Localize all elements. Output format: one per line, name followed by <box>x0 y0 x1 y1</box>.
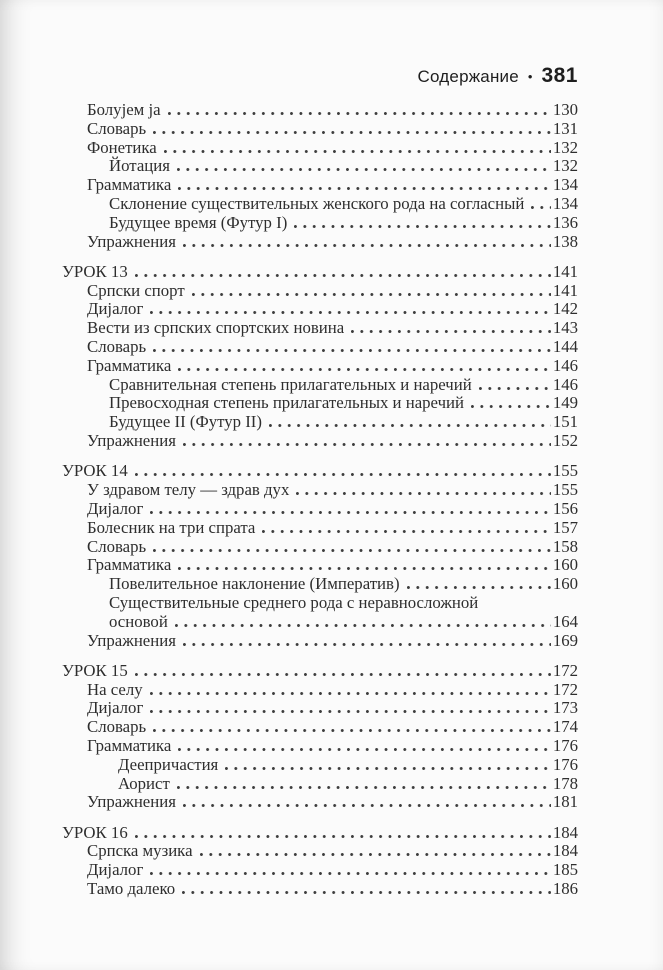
toc-entry-page-number: 138 <box>552 231 578 251</box>
dot-leader <box>153 549 551 552</box>
toc-entry-label: Упражнения <box>87 792 176 812</box>
toc-entry-label: УРОК 14 <box>62 461 128 481</box>
dot-leader <box>168 112 551 115</box>
dot-leader <box>294 225 551 228</box>
toc-entry-page-number: 156 <box>552 498 578 518</box>
toc-entry-page-number: 146 <box>552 355 578 375</box>
dot-leader <box>153 729 551 732</box>
dot-leader <box>153 131 551 134</box>
toc-entry <box>62 120 578 139</box>
dot-leader <box>178 748 551 751</box>
toc-entry-page-number: 158 <box>552 536 578 556</box>
toc-entry <box>62 575 578 594</box>
dot-leader <box>182 891 551 894</box>
toc-entry-label: Словарь <box>87 337 147 357</box>
toc-entry-label: Грамматика <box>87 555 172 575</box>
toc-entry-page-number: 184 <box>552 822 578 842</box>
toc-section <box>62 824 578 899</box>
toc-entry <box>62 176 578 195</box>
toc-entry <box>62 319 578 338</box>
toc-entry-label: Болујем ја <box>87 100 161 119</box>
toc-entry <box>62 519 578 538</box>
toc-entry-label: Српски спорт <box>87 280 185 300</box>
dot-leader <box>351 330 551 333</box>
dot-leader <box>531 206 550 209</box>
toc-entry-page-number: 143 <box>552 318 578 338</box>
dot-leader <box>175 624 551 627</box>
toc-entry <box>62 139 578 158</box>
toc-entry-page-number: 131 <box>552 118 578 138</box>
toc-entry-page-number: 136 <box>552 212 578 232</box>
toc-entry-label: Упражнения <box>87 231 176 251</box>
header-page-number: 381 <box>541 64 578 87</box>
dot-leader <box>183 643 551 646</box>
toc-entry-label: Словарь <box>87 717 147 737</box>
toc-entry-page-number: 141 <box>552 261 578 281</box>
toc-entry <box>62 157 578 176</box>
bullet-separator-icon: • <box>527 69 533 84</box>
toc-entry-label: Тамо далеко <box>87 879 176 899</box>
toc-entry <box>62 613 578 632</box>
toc-entry-page-number: 178 <box>552 773 578 793</box>
toc-entry <box>62 282 578 301</box>
dot-leader <box>150 311 550 314</box>
toc-entry <box>62 632 578 651</box>
toc-entry-page-number: 152 <box>552 431 578 451</box>
toc-entry <box>62 842 578 861</box>
toc-entry <box>62 413 578 432</box>
toc-entry-label: Будущее время (Футур I) <box>109 212 288 232</box>
dot-leader <box>135 673 551 676</box>
toc-entry-label: Упражнения <box>87 431 176 451</box>
toc-entry <box>62 481 578 500</box>
dot-leader <box>135 835 551 838</box>
dot-leader <box>225 767 551 770</box>
toc-entry-label: Вести из српских спортских новина <box>87 318 345 338</box>
dot-leader <box>178 368 551 371</box>
dot-leader <box>150 511 550 514</box>
toc-entry <box>62 357 578 376</box>
toc-entry-page-number: 134 <box>552 175 578 195</box>
toc-entry-label: Дијалог <box>87 299 144 319</box>
toc-lesson-heading <box>62 263 578 282</box>
toc-entry-label: Грамматика <box>87 736 172 755</box>
toc-entry-label: Склонение существительных женского рода на согласный <box>109 193 525 213</box>
toc-entry <box>62 538 578 557</box>
toc-entry-page-number: 155 <box>552 461 578 481</box>
toc-entry-label: Деепричастия <box>118 754 219 774</box>
toc-entry-label: Упражнения <box>87 630 176 650</box>
dot-leader <box>269 424 551 427</box>
toc-entry-page-number: 155 <box>552 480 578 500</box>
toc-entry <box>62 195 578 214</box>
toc-entry <box>62 699 578 718</box>
toc-entry <box>62 718 578 737</box>
dot-leader <box>153 349 551 352</box>
toc-lesson-heading <box>62 662 578 681</box>
toc-entry <box>62 775 578 794</box>
dot-leader <box>479 387 551 390</box>
toc-entry-label: Существительные среднего рода с неравносложной <box>109 592 479 612</box>
dot-leader <box>135 274 551 277</box>
dot-leader <box>192 293 551 296</box>
dot-leader <box>150 872 550 875</box>
toc-entry-label: основой <box>109 611 168 631</box>
toc-entry-page-number: 173 <box>552 698 578 718</box>
toc-entry <box>62 300 578 319</box>
dot-leader <box>183 804 551 807</box>
dot-leader <box>135 473 551 476</box>
toc-entry-label: Фонетика <box>87 137 157 157</box>
toc-entry-page-number: 186 <box>552 879 578 899</box>
toc-entry-page-number: 130 <box>552 100 578 119</box>
toc-entry-label: Дијалог <box>87 860 144 880</box>
dot-leader <box>407 586 551 589</box>
toc-entry-label: Болесник на три спрата <box>87 517 256 537</box>
toc-entry-page-number: 141 <box>552 280 578 300</box>
toc-entry-page-number: 132 <box>552 156 578 176</box>
toc-entry <box>62 101 578 120</box>
toc-entry-page-number: 146 <box>552 374 578 394</box>
toc-entry-label: Грамматика <box>87 355 172 375</box>
dot-leader <box>178 567 551 570</box>
toc-entry-page-number: 142 <box>552 299 578 319</box>
dot-leader <box>164 150 551 153</box>
toc-entry <box>62 214 578 233</box>
dot-leader <box>150 692 551 695</box>
dot-leader <box>150 710 550 713</box>
dot-leader <box>200 853 551 856</box>
toc-entry-page-number: 149 <box>552 393 578 413</box>
toc-entry-label: Превосходная степень прилагательных и наречий <box>109 393 464 413</box>
toc-entry-label: Словарь <box>87 536 147 556</box>
toc-entry <box>62 594 578 613</box>
toc-entry-label: УРОК 13 <box>62 261 128 281</box>
toc-entry-label: УРОК 16 <box>62 822 128 842</box>
toc-entry-page-number: 184 <box>552 841 578 861</box>
toc-entry-label: Будущее II (Футур II) <box>109 412 262 432</box>
toc-entry-label: Словарь <box>87 118 147 138</box>
toc-entry <box>62 793 578 812</box>
toc-entry-page-number: 134 <box>552 193 578 213</box>
toc-entry <box>62 556 578 575</box>
toc-entry <box>62 681 578 700</box>
toc-section <box>62 662 578 812</box>
page-content <box>62 64 578 899</box>
toc-entry-label: Српска музика <box>87 841 193 861</box>
toc-section <box>62 101 578 251</box>
toc-lesson-heading <box>62 462 578 481</box>
dot-leader <box>262 530 550 533</box>
toc-entry-page-number: 176 <box>552 754 578 774</box>
dot-leader <box>183 244 551 247</box>
toc-entry-page-number: 181 <box>552 792 578 812</box>
dot-leader <box>296 492 550 495</box>
toc-entry-page-number: 144 <box>552 337 578 357</box>
toc-entry <box>62 394 578 413</box>
dot-leader <box>177 786 551 789</box>
toc-entry <box>62 880 578 899</box>
toc-entry-page-number: 172 <box>552 679 578 699</box>
toc-entry <box>62 432 578 451</box>
toc-entry-label: Грамматика <box>87 175 172 195</box>
toc-entry <box>62 376 578 395</box>
toc-section <box>62 263 578 451</box>
toc-entry-label: Повелительное наклонение (Императив) <box>109 574 400 594</box>
toc-entry-page-number: 185 <box>552 860 578 880</box>
toc-entry-page-number: 172 <box>552 660 578 680</box>
toc-entry-page-number: 169 <box>552 630 578 650</box>
page-header <box>62 64 578 88</box>
toc-entry-page-number: 164 <box>552 611 578 631</box>
toc-entry <box>62 233 578 252</box>
dot-leader <box>183 443 551 446</box>
toc-entry <box>62 338 578 357</box>
toc-entry <box>62 737 578 756</box>
dot-leader <box>178 187 551 190</box>
toc-entry-label: Дијалог <box>87 698 144 718</box>
toc-entry-page-number: 174 <box>552 717 578 737</box>
toc-lesson-heading <box>62 824 578 843</box>
table-of-contents <box>62 101 578 899</box>
toc-entry-label: Дијалог <box>87 498 144 518</box>
toc-entry-label: Аорист <box>118 773 170 793</box>
toc-entry-label: Сравнительная степень прилагательных и наречий <box>109 374 472 394</box>
toc-entry-label: У здравом телу — здрав дух <box>87 480 290 500</box>
toc-entry-page-number: 176 <box>552 736 578 755</box>
toc-entry-page-number: 160 <box>552 574 578 594</box>
toc-entry <box>62 500 578 519</box>
toc-entry-page-number: 160 <box>552 555 578 575</box>
toc-entry-label: УРОК 15 <box>62 660 128 680</box>
toc-entry-page-number: 157 <box>552 517 578 537</box>
toc-section <box>62 462 578 650</box>
dot-leader <box>471 405 551 408</box>
dot-leader <box>177 168 551 171</box>
toc-entry-label: На селу <box>87 679 143 699</box>
toc-entry-label: Йотация <box>109 156 170 176</box>
toc-entry-page-number: 151 <box>552 412 578 432</box>
toc-entry-page-number: 132 <box>552 137 578 157</box>
toc-entry <box>62 756 578 775</box>
header-title: Содержание <box>417 67 519 86</box>
toc-entry <box>62 861 578 880</box>
